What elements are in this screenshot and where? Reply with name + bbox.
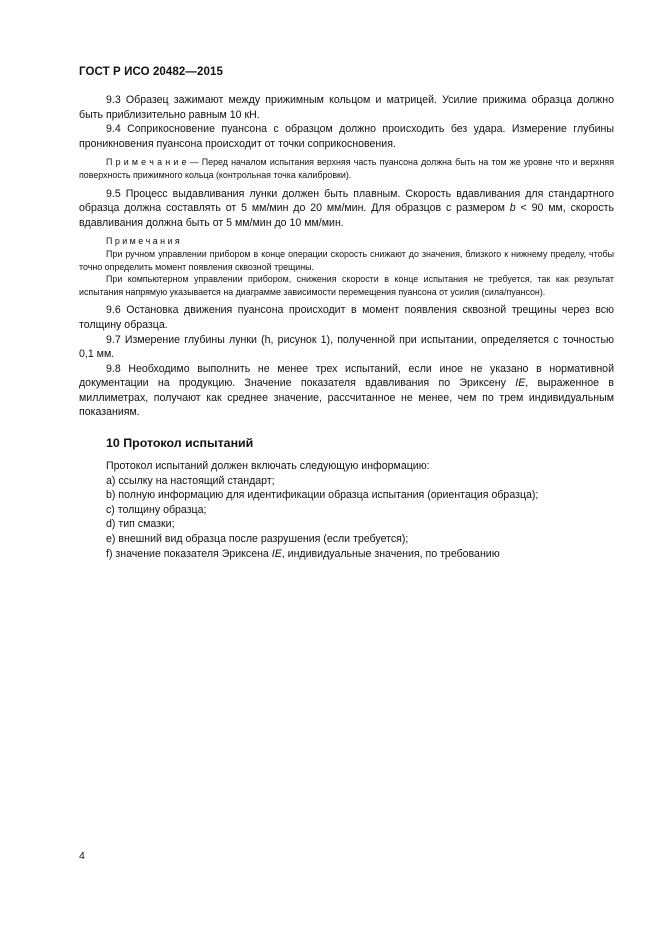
section-10-intro: Протокол испытаний должен включать следующую информацию: xyxy=(106,460,430,473)
list-item-c: c) толщину образца; xyxy=(106,503,207,516)
note-2b: При компьютерном управлении прибором, снижения скорости в конце испытания не требуется, так как результат испытания напрямую указывается на диаграмме зависимости перемещения пуансона от усилия (сила/пуансон). xyxy=(79,274,614,297)
list-item-d: d) тип смазки; xyxy=(106,518,175,531)
document-body xyxy=(79,93,614,561)
clause-9-6: 9.6 Остановка движения пуансона происходит в момент появления сквозной трещины через всю толщину образца. xyxy=(79,304,614,331)
variable-b: b xyxy=(509,202,516,215)
page-number: 4 xyxy=(79,850,85,862)
note-1-label: П р и м е ч а н и е — xyxy=(106,157,199,168)
variable-ie: IE xyxy=(515,377,526,390)
variable-ie-2: IE xyxy=(271,547,282,560)
clause-9-5: 9.5 Процесс выдавливания лунки должен быть плавным. Скорость вдавливания для стандартного образца должна составлять от 5 мм/мин до 20 мм/мин. Для образцов с размером b < 90 мм, скорость вдавливания должна быть от 5 мм/мин до 10 мм/мин. xyxy=(79,187,614,229)
clause-9-8: 9.8 Необходимо выполнить не менее трех испытаний, если иное не указано в нормативной документации на продукцию. Значение показателя вдавливания по Эриксену IE, выраженное в миллиметрах, получают как среднее значение, рассчитанное не менее, чем по трем индивидуальным показаниям. xyxy=(79,362,614,419)
clause-9-7: 9.7 Измерение глубины лунки (h, рисунок 1), полученной при испытании, определяется с точностью 0,1 мм. xyxy=(79,333,614,361)
clause-9-4: 9.4 Соприкосновение пуансона с образцом должно происходить без удара. Измерение глубины проникновения пуансона происходит от точки соприкосновения. xyxy=(79,123,614,150)
clause-9-3: 9.3 Образец зажимают между прижимным кольцом и матрицей. Усилие прижима образца должно быть приблизительно равным 10 кН. xyxy=(79,94,614,121)
section-10-title: 10 Протокол испытаний xyxy=(106,436,254,451)
list-item-e: e) внешний вид образца после разрушения (если требуется); xyxy=(106,533,409,546)
list-item-a: a) ссылку на настоящий стандарт; xyxy=(106,474,275,487)
note-2a: При ручном управлении прибором в конце операции скорость снижают до значения, близкого к нижнему пределу, чтобы точно определить момент появления сквозной трещины. xyxy=(79,248,614,272)
list-item-f: f) значение показателя Эриксена IE, индивидуальные значения, по требованию xyxy=(106,547,500,560)
list-item-b: b) полную информацию для идентификации образца испытания (ориентация образца); xyxy=(106,489,539,502)
note-1 xyxy=(79,156,614,181)
document-header: ГОСТ Р ИСО 20482—2015 xyxy=(79,66,224,78)
note-1-text: Перед началом испытания верхняя часть пуансона должна быть на том же уровне что и верхняя поверхность прижимного кольца (контрольная точка калибровки). xyxy=(79,157,615,180)
notes-title: П р и м е ч а н и я xyxy=(106,236,180,247)
